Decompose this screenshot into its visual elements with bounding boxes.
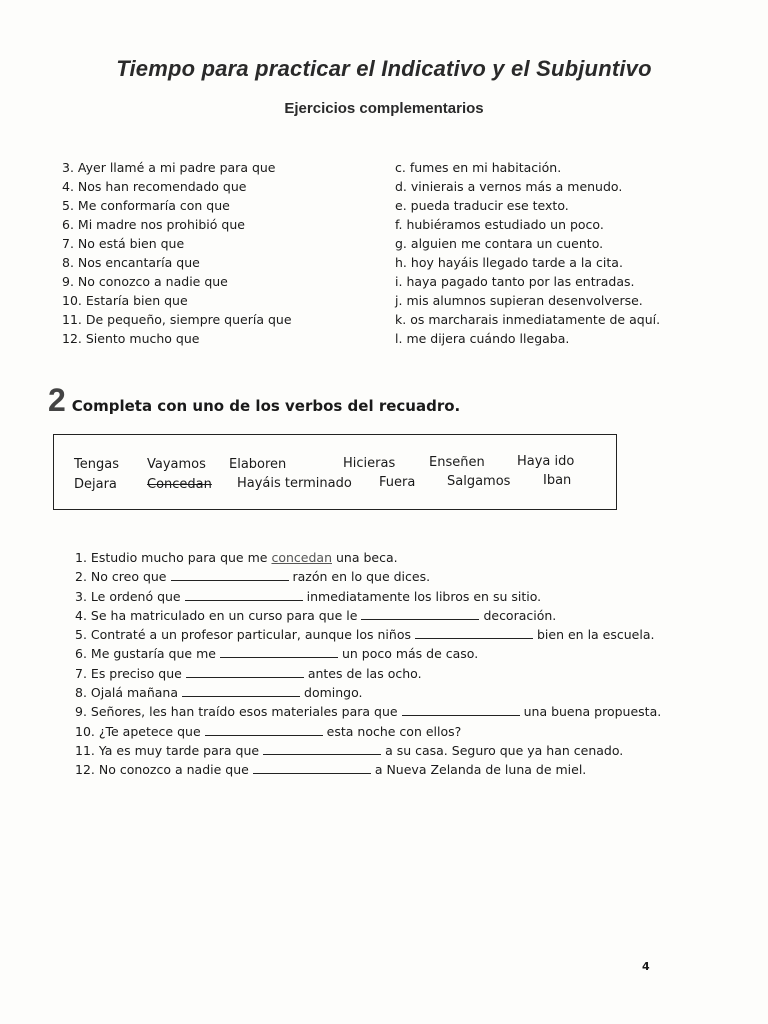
verb-word: Dejara [74,477,117,492]
exercise-text: Le ordenó que [90,588,181,604]
page-number: 4 [642,960,650,973]
verb-word: Fuera [379,475,416,490]
exercise-text: decoración. [483,607,557,623]
item-text: mis alumnos supieran desenvolverse. [406,293,643,308]
item-number: 10. [62,293,82,308]
item-number: 5. [75,627,87,643]
exercise-text: Estudio mucho para que me [90,550,268,565]
exercise-text: a su casa. Seguro que ya han cenado. [385,742,624,758]
list-item [62,272,292,291]
exercise-text: Señores, les han traído esos materiales para que [90,704,398,720]
item-number: 10. [75,723,95,739]
item-text: hoy hayáis llegado tarde a la cita. [410,255,623,270]
item-text: Nos han recomendado que [77,179,247,194]
list-item [395,215,660,234]
answer-blank[interactable] [402,703,520,716]
list-item [62,177,292,196]
exercise-item [75,760,661,779]
list-item [395,234,660,253]
exercise-text: una beca. [336,550,398,565]
item-number: 4. [62,179,74,194]
exercise-item [75,587,661,606]
item-text: alguien me contara un cuento. [410,236,604,251]
verb-word: Enseñen [429,455,485,470]
answer-blank[interactable] [186,665,304,678]
exercise-text: Ojalá mañana [90,685,179,701]
exercise-item [75,606,661,625]
list-item [395,291,660,310]
exercise-item [75,722,661,741]
verb-word: Haya ido [517,454,575,469]
section-heading [48,384,460,416]
item-number: 3. [62,160,74,175]
exercise-text: Es preciso que [90,665,182,681]
section-instruction: Completa con uno de los verbos del recuadro. [71,397,461,415]
section-number: 2 [48,382,66,418]
verb-word-used: Concedan [147,477,212,492]
exercise-text: No creo que [90,569,167,585]
list-item [395,310,660,329]
answer-blank[interactable] [205,723,323,736]
item-number: 11. [75,742,95,758]
exercise-text: No conozco a nadie que [98,762,249,778]
list-item [395,196,660,215]
matching-left-column [62,158,292,348]
answer-blank[interactable] [415,626,533,639]
item-text: vinierais a vernos más a menudo. [410,179,623,194]
exercise-text: una buena propuesta. [523,704,662,720]
exercise-text: Contraté a un profesor particular, aunque los niños [90,627,411,643]
exercise-text: a Nueva Zelanda de luna de miel. [374,762,587,778]
verb-box [53,434,617,510]
exercise-text: Se ha matriculado en un curso para que le [90,607,358,623]
page-title: Tiempo para practicar el Indicativo y el Subjuntivo [116,56,652,81]
exercise-text: antes de las ocho. [307,665,422,681]
exercise-text: Ya es muy tarde para que [98,742,260,758]
list-item [395,177,660,196]
item-number: 2. [75,569,87,585]
exercise-item [75,567,661,586]
list-item [395,329,660,348]
exercise-text: inmediatamente los libros en su sitio. [306,588,542,604]
item-number: 8. [75,685,87,701]
item-text: Me conformaría con que [77,198,230,213]
item-letter: c. [395,160,406,175]
item-text: Nos encantaría que [77,255,200,270]
list-item [395,158,660,177]
item-text: me dijera cuándo llegaba. [406,331,570,346]
verb-word: Iban [543,473,572,488]
item-number: 7. [75,665,87,681]
item-text: fumes en mi habitación. [409,160,562,175]
item-number: 1. [75,550,87,565]
filled-answer: concedan [271,550,332,565]
exercise-item [75,644,661,663]
exercise-text: domingo. [304,685,363,701]
verb-word: Vayamos [147,457,206,472]
item-text: No conozco a nadie que [77,274,228,289]
verb-word: Hicieras [343,456,396,471]
answer-blank[interactable] [182,684,300,697]
item-number: 4. [75,607,87,623]
exercise-item [75,664,661,683]
item-letter: d. [395,179,407,194]
item-text: De pequeño, siempre quería que [85,312,292,327]
exercise-text: ¿Te apetece que [98,723,201,739]
exercise-text: razón en lo que dices. [292,569,431,585]
item-letter: g. [395,236,407,251]
exercise-item [75,548,661,567]
item-letter: h. [395,255,407,270]
list-item [62,253,292,272]
item-text: hubiéramos estudiado un poco. [406,217,604,232]
item-number: 6. [75,646,87,662]
item-number: 6. [62,217,74,232]
verb-word: Elaboren [229,457,287,472]
item-text: os marcharais inmediatamente de aquí. [410,312,661,327]
matching-right-column [395,158,660,348]
answer-blank[interactable] [263,742,381,755]
item-text: haya pagado tanto por las entradas. [406,274,635,289]
item-number: 7. [62,236,74,251]
list-item [62,196,292,215]
item-number: 12. [75,762,95,778]
exercise-text: esta noche con ellos? [326,723,462,739]
exercise-text: un poco más de caso. [341,646,479,662]
list-item [62,329,292,348]
exercise-item [75,683,661,702]
answer-blank[interactable] [253,761,371,774]
item-text: pueda traducir ese texto. [410,198,569,213]
verb-word: Salgamos [447,474,511,489]
answer-blank[interactable] [171,568,289,581]
item-number: 8. [62,255,74,270]
item-letter: e. [395,198,407,213]
item-text: Estaría bien que [85,293,188,308]
item-text: Ayer llamé a mi padre para que [77,160,276,175]
list-item [62,215,292,234]
verb-word: Hayáis terminado [237,476,352,491]
item-number: 5. [62,198,74,213]
item-number: 12. [62,331,82,346]
exercise-item [75,625,661,644]
list-item [62,158,292,177]
item-number: 9. [62,274,74,289]
exercise-item [75,702,661,721]
answer-blank[interactable] [361,607,479,620]
verb-word: Tengas [74,457,119,472]
list-item [62,234,292,253]
item-number: 9. [75,704,87,720]
item-text: Mi madre nos prohibió que [77,217,245,232]
exercise-text: Me gustaría que me [90,646,216,662]
list-item [62,291,292,310]
item-letter: f. [395,217,403,232]
item-number: 11. [62,312,82,327]
list-item [62,310,292,329]
answer-blank[interactable] [185,588,303,601]
item-text: Siento mucho que [85,331,200,346]
item-letter: j. [395,293,403,308]
item-number: 3. [75,588,87,604]
fill-in-exercises [75,548,661,780]
list-item [395,272,660,291]
item-letter: i. [395,274,403,289]
list-item [395,253,660,272]
exercise-item [75,741,661,760]
item-text: No está bien que [77,236,185,251]
answer-blank[interactable] [220,645,338,658]
item-letter: k. [395,312,407,327]
item-letter: l. [395,331,403,346]
page-subtitle: Ejercicios complementarios [284,100,484,117]
exercise-text: bien en la escuela. [536,627,655,643]
